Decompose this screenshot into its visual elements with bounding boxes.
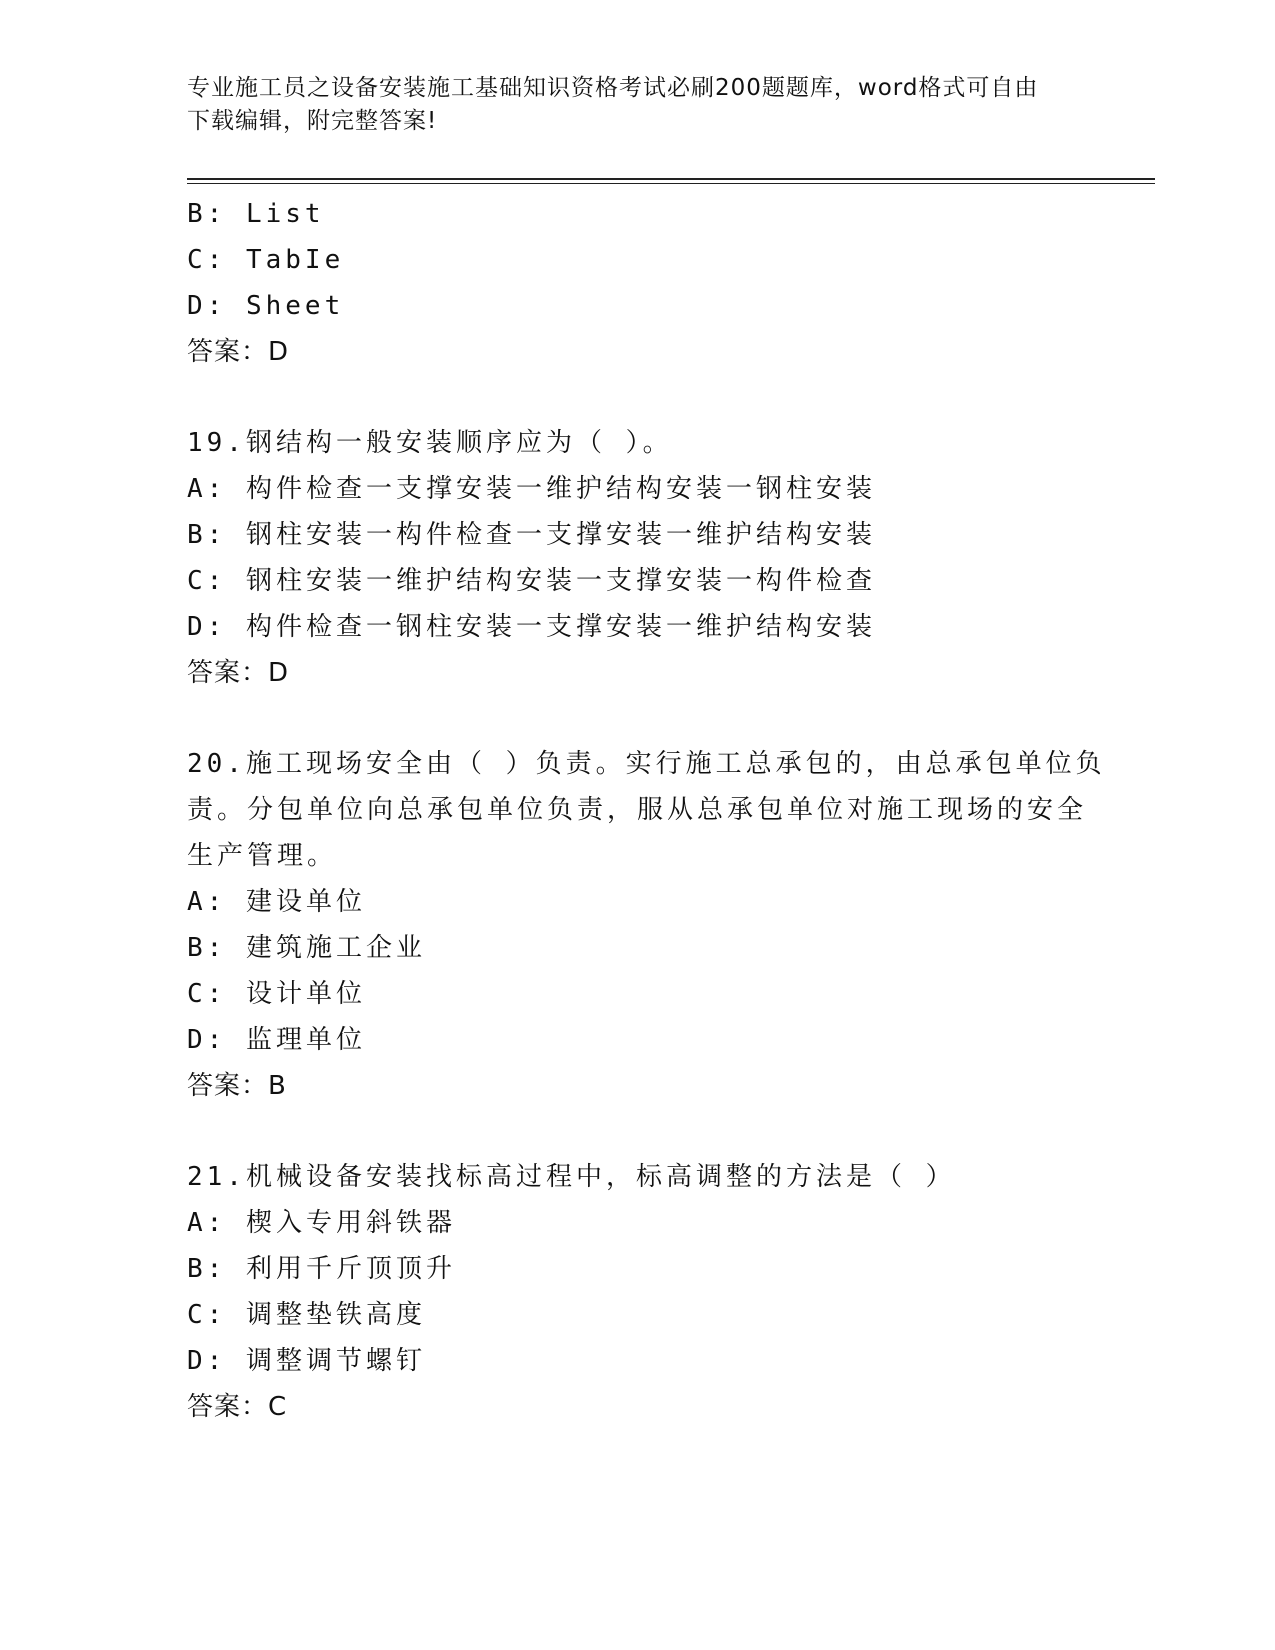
option-c: C: TabIe <box>187 245 345 275</box>
question-stem-line-3: 生产管理。 <box>187 841 338 871</box>
option-d: D: 监理单位 <box>187 1025 366 1055</box>
option-a: A: 构件检查一支撑安装一维护结构安装一钢柱安装 <box>187 474 876 504</box>
option-c: C: 钢柱安装一维护结构安装一支撑安装一构件检查 <box>187 566 876 596</box>
option-d: D: 调整调节螺钉 <box>187 1346 426 1376</box>
option-c: C: 调整垫铁高度 <box>187 1300 426 1330</box>
option-b: B: 钢柱安装一构件检查一支撑安装一维护结构安装 <box>187 520 876 550</box>
header-line-1: 专业施工员之设备安装施工基础知识资格考试必刷200题题库，word格式可自由 <box>187 75 1039 101</box>
answer: 答案：D <box>187 337 290 367</box>
question-list <box>187 191 1106 1430</box>
option-b: B: 利用千斤顶顶升 <box>187 1254 456 1284</box>
option-d: D: 构件检查一钢柱安装一支撑安装一维护结构安装 <box>187 612 876 642</box>
question-19 <box>187 420 1087 696</box>
option-b: B: List <box>187 199 325 229</box>
answer: 答案：D <box>187 658 290 688</box>
question-21 <box>187 1154 1087 1430</box>
option-a: A: 楔入专用斜铁器 <box>187 1208 456 1238</box>
document-header <box>187 72 1067 138</box>
question-stem: 19.钢结构一般安装顺序应为（ ）。 <box>187 428 673 458</box>
option-c: C: 设计单位 <box>187 979 366 1009</box>
header-divider-thin <box>187 183 1155 184</box>
question-stem: 21.机械设备安装找标高过程中，标高调整的方法是（ ） <box>187 1162 956 1192</box>
question-18-continued <box>187 191 1087 375</box>
option-b: B: 建筑施工企业 <box>187 933 426 963</box>
option-d: D: Sheet <box>187 291 345 321</box>
question-stem-line-2: 责。分包单位向总承包单位负责，服从总承包单位对施工现场的安全 <box>187 795 1088 825</box>
answer: 答案：C <box>187 1392 288 1422</box>
answer: 答案：B <box>187 1071 287 1101</box>
header-line-2: 下载编辑，附完整答案! <box>187 108 438 134</box>
option-a: A: 建设单位 <box>187 887 366 917</box>
question-20 <box>187 741 1106 1109</box>
header-divider-thick <box>187 178 1155 180</box>
question-stem-line-1: 20.施工现场安全由（ ）负责。实行施工总承包的，由总承包单位负 <box>187 749 1106 779</box>
